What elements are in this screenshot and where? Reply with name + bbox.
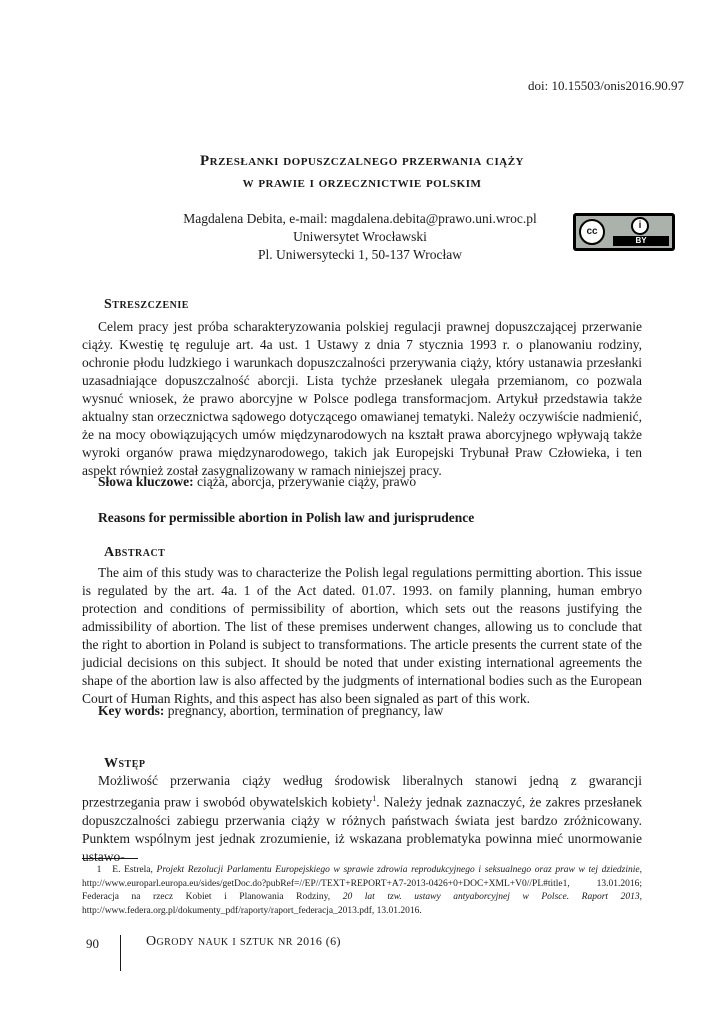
journal-title: Ogrody nauk i sztuk nr: [146, 934, 293, 949]
footnote-rule: [82, 858, 138, 859]
slowa-kluczowe: [98, 474, 416, 490]
title-line-2: w prawie i orzecznictwie polskim: [242, 175, 482, 191]
wstep-heading: Wstęp: [104, 756, 146, 771]
abstract-heading: Abstract: [104, 545, 166, 560]
footnote-number: 1: [96, 865, 102, 875]
streszczenie-heading: Streszczenie: [104, 297, 189, 312]
footnote-title-1: Projekt Rezolucji Parlamentu Europejskiego w sprawie zdrowia reprodukcyjnego i seksualnego oraz praw w tej dziedzinie: [156, 865, 640, 875]
abstract-body: [82, 564, 642, 708]
footnote: [82, 864, 642, 918]
footnote-author: E. Estrela,: [112, 865, 157, 875]
wstep-text-a: Możliwość przerwania ciąży według środowisk liberalnych stanowi jedną z gwarancji przestrzegania praw i swobód obywatelskich kobiety: [82, 773, 642, 810]
author-address: Pl. Uniwersytecki 1, 50-137 Wrocław: [258, 247, 462, 262]
footnote-title-2: 20 lat tzw. ustawy antyaborcyjnej w Polsce. Raport 2013: [342, 892, 640, 902]
article-title: [0, 150, 724, 194]
streszczenie-text: Celem pracy jest próba scharakteryzowania polskiej regulacji prawnej dopuszczającej przerwanie ciąży. Kwestię tę reguluje art. 4a ust. 1 Ustawy z dnia 7 stycznia 1993 r. o planowaniu rodziny, ochronie płodu ludzkiego i warunkach dopuszczalności przerywania ciąży, który ustanawia przesłanki uzasadniające dopuszczalność aborcji. Lista tychże przesłanek ulegała przemianom, co pozwala wysnuć wniosek, że prawo aborcyjne w Polsce podlega transformacjom. Artykuł przedstawia także aktualny stan orzecznictwa sądowego dotyczącego omawianej tematyki. Należy oczywiście nadmienić, że na mocy obowiązujących umów międzynarodowych na kształt prawa aborcyjnego wpływają także wyroki organów prawa międzynarodowego, takich jak Europejski Trybunał Praw Człowieka, i ten aspekt również został zasygnalizowany w ramach niniejszej pracy.: [82, 319, 642, 478]
wstep-text: [82, 772, 642, 866]
key-words-label: Key words:: [98, 703, 165, 718]
footnote-end: , http://www.federa.org.pl/dokumenty_pdf/raporty/raport_federacja_2013.pdf, 13.01.2016.: [82, 892, 642, 916]
page-number: 90: [86, 936, 99, 951]
english-title: Reasons for permissible abortion in Polish law and jurisprudence: [98, 510, 475, 525]
doi: doi: 10.15503/onis2016.90.97: [527, 78, 684, 93]
footnote-ref: 1: [372, 794, 377, 803]
author-affiliation: Uniwersytet Wrocławski: [293, 229, 427, 244]
journal-name: [146, 934, 341, 950]
title-line-1: Przesłanki dopuszczalnego przerwania ciąży: [199, 153, 525, 169]
wstep-text-b: . Należy jednak zaznaczyć, że zakres przesłanek dopuszczalności zabiegu przerwania ciąży w różnych państwach świata jest bardzo zróżnicowany. Punktem wspólnym jest jednak zrozumienie, iż wskazana problematyka powinna mieć unormowanie ustawo-: [82, 794, 642, 864]
journal-year: 2016 (6): [296, 934, 341, 948]
key-words-value: pregnancy, abortion, termination of pregnancy, law: [164, 703, 444, 718]
cc-by-icon: [573, 213, 675, 251]
person-icon: i: [631, 217, 649, 235]
slowa-kluczowe-value: ciąża, aborcja, przerywanie ciąży, prawo: [193, 474, 417, 489]
footnote-mid: , http://www.europarl.europa.eu/sides/getDoc.do?pubRef=//EP//TEXT+REPORT+A7-2013-0426+0+DOC+XML+V0//PL#title1, 13.01.2016; Federacja na rzecz Kobiet i Planowania Rodziny,: [82, 865, 642, 902]
by-label: BY: [613, 236, 669, 246]
cc-icon: cc: [579, 219, 605, 245]
footer-divider: [120, 935, 121, 971]
streszczenie-body: [82, 318, 642, 480]
author-name-email: Magdalena Debita, e-mail: magdalena.debita@prawo.uni.wroc.pl: [183, 211, 537, 226]
wstep-body: [82, 772, 642, 866]
slowa-kluczowe-label: Słowa kluczowe:: [98, 474, 194, 489]
abstract-text: The aim of this study was to characterize the Polish legal regulations permitting abortion. This issue is regulated by the art. 4a. 1 of the Act dated. 01.07. 1993. on family planning, human embryo protection and conditions of permissibility of abortion, which sets out the reasons justifying the admissibility of abortion. The list of these premises underwent changes, allowing us to conclude that the right to abortion in Poland is subject to transformations. The article presents the current state of the judicial decisions on this subject. It should be noted that under existing international agreements the shape of the abortion law is also affected by the judgments of international bodies such as the European Court of Human Rights, and this aspect has also been signaled as part of this work.: [82, 565, 642, 706]
author-block: [150, 210, 570, 264]
key-words: [98, 703, 443, 719]
